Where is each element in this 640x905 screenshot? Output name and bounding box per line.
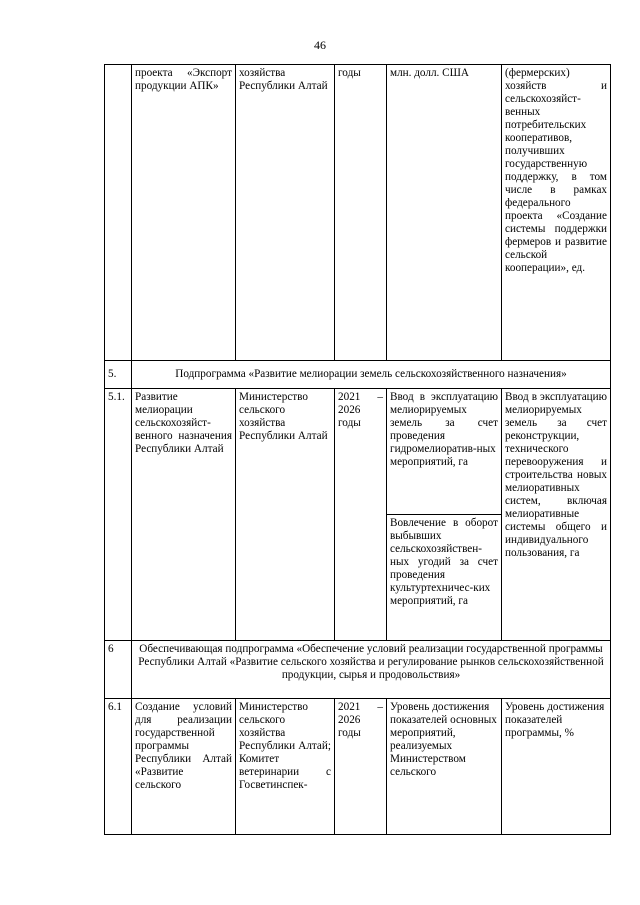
- table-row: [105, 389, 611, 515]
- term: 2021 – 2026 годы: [335, 389, 387, 641]
- measure-name: Создание условий для реализации государственной программы Республики Алтай «Развитие сельского: [132, 699, 236, 835]
- term: годы: [335, 65, 387, 361]
- section-title: Подпрограмма «Развитие мелиорации земель сельскохозяйственного назначения»: [132, 361, 611, 389]
- measure-name: Развитие мелиорации сельскохозяйст-венного назначения Республики Алтай: [132, 389, 236, 641]
- executor: Министерство сельского хозяйства Республики Алтай; Комитет ветеринарии с Госветинспек-: [236, 699, 335, 835]
- indicator: млн. долл. США: [387, 65, 502, 361]
- section-row: [105, 361, 611, 389]
- table-row: [105, 699, 611, 835]
- measure-name: проекта «Экспорт продукции АПК»: [132, 65, 236, 361]
- section-row: [105, 641, 611, 699]
- row-number: 5.1.: [105, 389, 132, 641]
- section-number: 6: [105, 641, 132, 699]
- term: 2021 – 2026 годы: [335, 699, 387, 835]
- result: Ввод в эксплуатацию мелиорируемых земель за счет реконструкции, технического перевооружения и строительства новых мелиоративных систем, включая мелиоративные системы общего и индивидуального пользования, га: [502, 389, 611, 641]
- page-number: 46: [314, 38, 326, 52]
- result: Уровень достижения показателей программы, %: [502, 699, 611, 835]
- indicator: Ввод в эксплуатацию мелиорируемых земель за счет проведения гидромелиоратив-ных мероприятий, га: [387, 389, 502, 515]
- result: (фермерских) хозяйств и сельскохозяйст-венных потребительских кооперативов, получивших государственную поддержку, в том числе в рамках федерального проекта «Создание системы поддержки фермеров и развитие сельской кооперации», ед.: [502, 65, 611, 361]
- row-number: [105, 65, 132, 361]
- indicator: Уровень достижения показателей основных мероприятий, реализуемых Министерством сельского: [387, 699, 502, 835]
- executor: хозяйства Республики Алтай: [236, 65, 335, 361]
- row-number: 6.1: [105, 699, 132, 835]
- table-row: [105, 65, 611, 361]
- section-title: Обеспечивающая подпрограмма «Обеспечение условий реализации государственной программы Республики Алтай «Развитие сельского хозяйства и регулирование рынков сельскохозяйственной продукции, сырья и продовольствия»: [132, 641, 611, 699]
- executor: Министерство сельского хозяйства Республики Алтай: [236, 389, 335, 641]
- section-number: 5.: [105, 361, 132, 389]
- indicator: Вовлечение в оборот выбывших сельскохозяйствен-ных угодий за счет проведения культуртехничес-ких мероприятий, га: [387, 515, 502, 641]
- program-table: [104, 64, 611, 835]
